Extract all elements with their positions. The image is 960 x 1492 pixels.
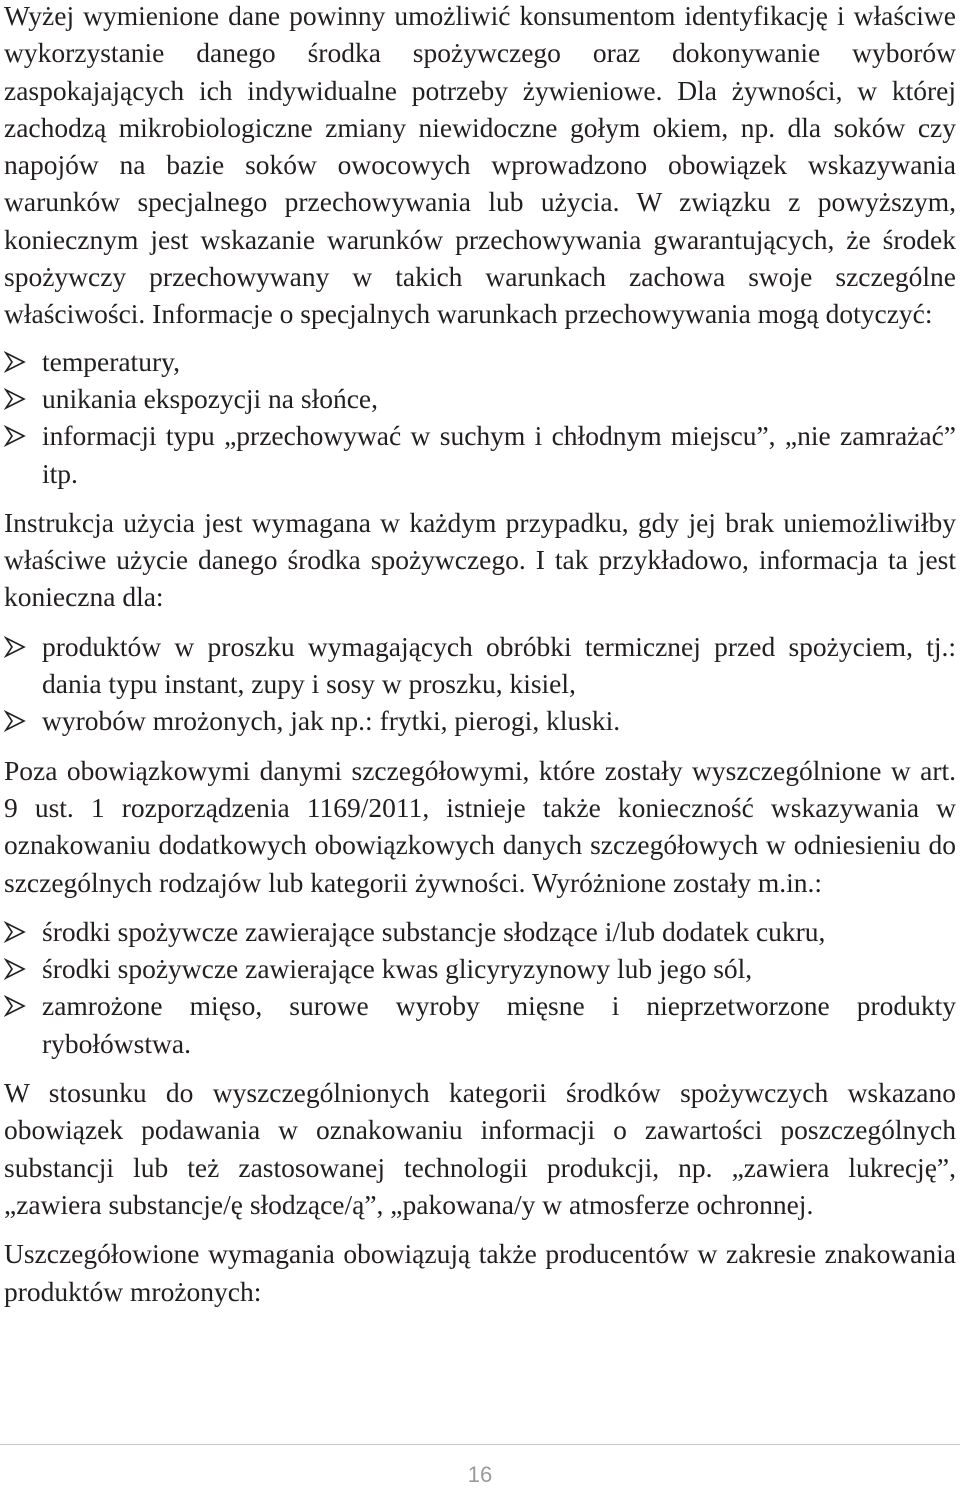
list-item-text: temperatury, [42,345,180,377]
list-item [4,950,956,987]
list-item-text: zamrożone mięso, surowe wyroby mięsne i nieprzetworzone produkty rybołówstwa. [42,990,956,1059]
footer-divider [0,1444,960,1445]
list-item [4,417,956,492]
paragraph-labelling-obligation: W stosunku do wyszczególnionych kategorii środków spożywczych wskazano obowiązek podawania w oznakowaniu informacji o zawartości poszczególnych substancji lub też zastosowanej technologii produkcji, np. „zawiera lukrecję”, „zawiera substancje/ę słodzące/ą”, „pakowana/y w atmosferze ochronnej. [4,1077,956,1220]
arrowhead-bullet-icon [4,958,26,980]
list-storage-conditions [4,343,956,492]
paragraph-storage-intro: Wyżej wymienione dane powinny umożliwić konsumentom identyfikację i właściwe wykorzystanie danego środka spożywczego oraz dokonywanie wyborów zaspokajających ich indywidualne potrzeby żywieniowe. Dla żywności, w której zachodzą mikrobiologiczne zmiany niewidoczne gołym okiem, np. dla soków czy napojów na bazie soków owocowych wprowadzono obowiązek wskazywania warunków specjalnego przechowywania lub użycia. W związku z powyższym, koniecznym jest wskazanie warunków przechowywania gwarantujących, że środek spożywczy przechowywany w takich warunkach zachowa swoje szczególne właściwości. Informacje o specjalnych warunkach przechowywania mogą dotyczyć: [4,0,956,330]
arrowhead-bullet-icon [4,921,26,943]
arrowhead-bullet-icon [4,425,26,447]
list-item [4,913,956,950]
page-number: 16 [467,1462,493,1487]
list-item-text: informacji typu „przechowywać w suchym i chłodnym miejscu”, „nie zamrażać” itp. [42,420,956,489]
list-item-text: produktów w proszku wymagających obróbki termicznej przed spożyciem, tj.: dania typu instant, zupy i sosy w proszku, kisiel, [42,630,956,700]
arrowhead-bullet-icon [4,636,26,658]
list-item-text: środki spożywcze zawierające substancje słodzące i/lub dodatek cukru, [42,915,826,947]
document-page [4,0,956,1310]
list-item [4,628,956,703]
paragraph-usage-instructions: Instrukcja użycia jest wymagana w każdym przypadku, gdy jej brak uniemożliwiłby właściwe użycie danego środka spożywczego. I tak przykładowo, informacja ta jest konieczna dla: [4,506,956,613]
arrowhead-bullet-icon [4,995,26,1017]
arrowhead-bullet-icon [4,710,26,732]
list-item [4,987,956,1062]
list-item-text: wyrobów mrożonych, jak np.: frytki, pierogi, kluski. [42,705,621,737]
arrowhead-bullet-icon [4,388,26,410]
list-food-categories [4,913,956,1062]
list-item-text: środki spożywcze zawierające kwas glicyryzynowy lub jego sól, [42,953,753,985]
list-item [4,702,956,739]
arrowhead-bullet-icon [4,351,26,373]
list-item-text: unikania ekspozycji na słońce, [42,382,379,414]
paragraph-additional-data: Poza obowiązkowymi danymi szczegółowymi, które zostały wyszczególnione w art. 9 ust. 1 rozporządzenia 1169/2011, istnieje także konieczność wskazywania w oznakowaniu dodatkowych obowiązkowych danych szczegółowych w odniesieniu do szczególnych rodzajów lub kategorii żywności. Wyróżnione zostały m.in.: [4,754,956,898]
list-item [4,380,956,417]
list-instruction-products [4,628,956,740]
list-item [4,343,956,380]
paragraph-frozen-products: Uszczegółowione wymagania obowiązują także producentów w zakresie znakowania produktów mrożonych: [4,1238,956,1307]
